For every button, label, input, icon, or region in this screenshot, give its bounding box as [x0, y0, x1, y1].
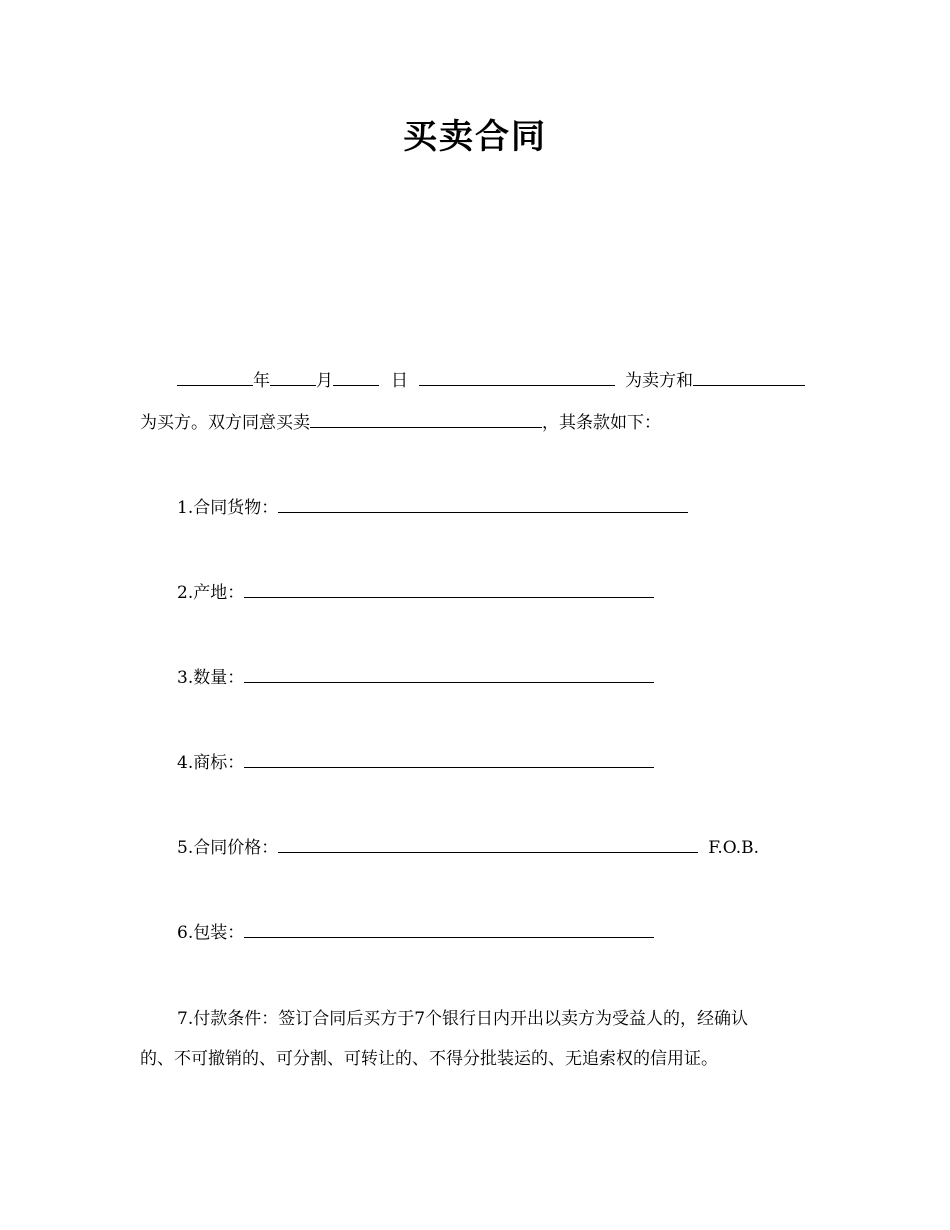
terms-suffix: ，其条款如下：: [542, 413, 661, 433]
seller-blank[interactable]: [419, 368, 615, 386]
price-blank[interactable]: [278, 835, 698, 853]
clause-label: 3.数量：: [177, 668, 245, 688]
goods-blank[interactable]: [278, 495, 688, 513]
trademark-blank[interactable]: [244, 750, 654, 768]
buyer-blank[interactable]: [693, 368, 805, 386]
year-blank[interactable]: [177, 368, 253, 386]
buyer-prefix: 为买方。双方同意买卖: [140, 413, 310, 433]
clause-quantity: [177, 665, 654, 690]
contract-title: 买卖合同: [403, 117, 547, 157]
year-label: 年: [253, 371, 270, 391]
clause-label: 5.合同价格：: [177, 838, 279, 858]
clause-label: 6.包装：: [177, 923, 245, 943]
clause-label: 1.合同货物：: [177, 498, 279, 518]
price-terms: F.O.B.: [708, 838, 760, 858]
clause-label: 2.产地：: [177, 583, 245, 603]
clause-packing: [177, 920, 654, 945]
seller-suffix: 为卖方和: [625, 371, 693, 391]
quantity-blank[interactable]: [244, 665, 654, 683]
clause-label: 4.商标：: [177, 753, 245, 773]
day-blank[interactable]: [333, 368, 379, 386]
day-label: 日: [391, 371, 408, 391]
intro-line-2: [140, 410, 661, 435]
goods-subject-blank[interactable]: [310, 410, 542, 428]
payment-terms-line-1: [177, 1007, 748, 1031]
clause-price: [177, 835, 759, 860]
payment-text: 的、不可撤销的、可分割、可转让的、不得分批装运的、无追索权的信用证。: [140, 1049, 718, 1069]
clause-origin: [177, 580, 654, 605]
intro-line-1: [177, 368, 805, 393]
payment-terms-line-2: [140, 1047, 718, 1071]
payment-text: 7.付款条件：签订合同后买方于7个银行日内开出以卖方为受益人的，经确认: [177, 1009, 749, 1029]
month-blank[interactable]: [270, 368, 316, 386]
origin-blank[interactable]: [244, 580, 654, 598]
month-label: 月: [316, 371, 333, 391]
clause-goods: [177, 495, 688, 520]
clause-trademark: [177, 750, 654, 775]
packing-blank[interactable]: [244, 920, 654, 938]
